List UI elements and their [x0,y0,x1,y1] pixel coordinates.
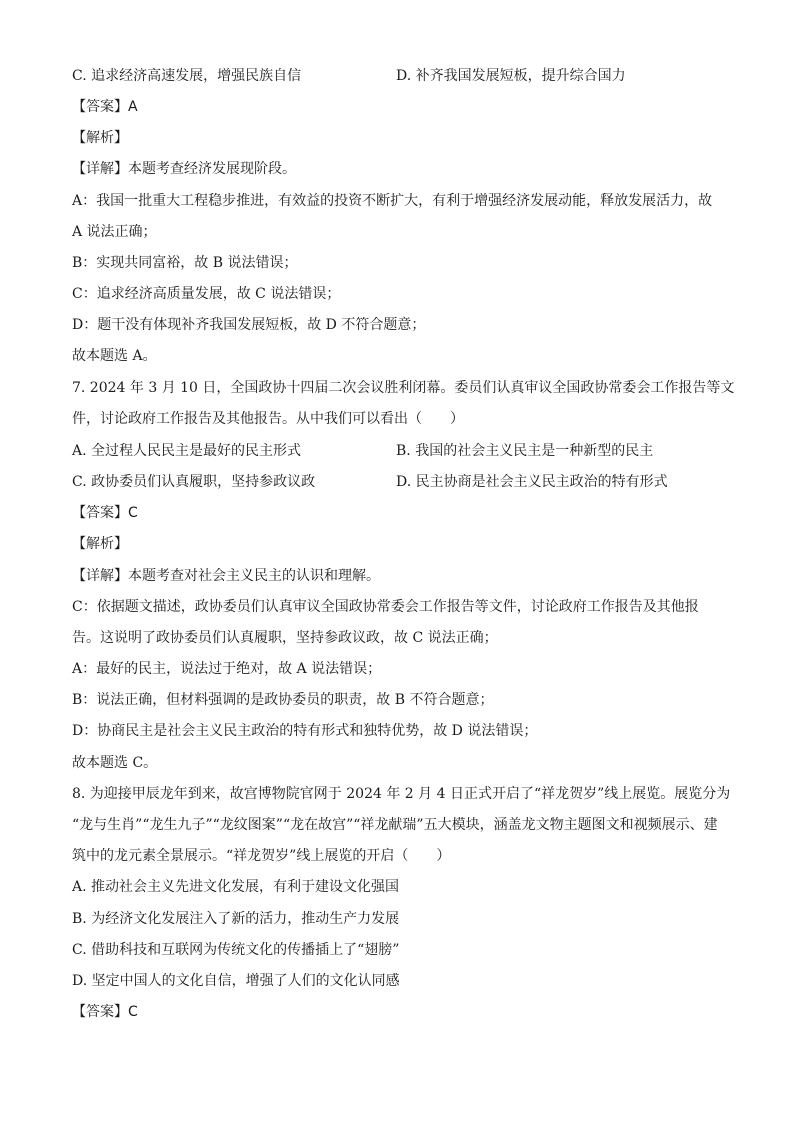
q8-answer: 【答案】C [72,1004,138,1020]
q8-stem-line: “龙与生肖”“龙生九子”“龙纹图案”“龙在故宫”“祥龙献瑞”五大模块，涵盖龙文物主题图文和视频展示、建 [72,817,718,833]
q7-analysis-line: D：协商民主是社会主义民主政治的特有形式和独特优势，故 D 说法错误； [72,723,538,739]
q6-analysis-line: D：题干没有体现补齐我国发展短板，故 D 不符合题意； [72,317,426,333]
q7-stem-line: 件，讨论政府工作报告及其他报告。从中我们可以看出（ ） [72,411,464,427]
q7-conclusion: 故本题选 C。 [72,755,158,771]
q8-option-b: B. 为经济文化发展注入了新的活力，推动生产力发展 [72,911,400,927]
q7-detail: 【详解】本题考查对社会主义民主的认识和理解。 [72,568,380,584]
q6-analysis-line: A 说法正确； [72,224,157,240]
q6-option-d: D. 补齐我国发展短板，提升综合国力 [396,68,626,84]
q6-analysis-label: 【解析】 [72,130,128,146]
q6-option-c: C. 追求经济高速发展，增强民族自信 [72,68,302,84]
q6-analysis-line: A：我国一批重大工程稳步推进，有效益的投资不断扩大，有利于增强经济发展动能，释放发展活力，故 [72,193,713,209]
q7-answer: 【答案】C [72,505,138,521]
q6-detail: 【详解】本题考查经济发展现阶段。 [72,161,296,177]
q7-option-b: B. 我国的社会主义民主是一种新型的民主 [396,443,654,459]
q7-option-c: C. 政协委员们认真履职，坚持参政议政 [72,474,316,490]
q8-option-c: C. 借助科技和互联网为传统文化的传播插上了“翅膀” [72,942,400,958]
q7-analysis-label: 【解析】 [72,536,128,552]
q8-option-d: D. 坚定中国人的文化自信，增强了人们的文化认同感 [72,973,400,989]
q7-option-d: D. 民主协商是社会主义民主政治的特有形式 [396,474,668,490]
q8-stem-line: 筑中的龙元素全景展示。“祥龙贺岁”线上展览的开启（ ） [72,848,451,864]
q6-analysis-line: B：实现共同富裕，故 B 说法错误； [72,255,298,271]
q7-analysis-line: B：说法正确，但材料强调的是政协委员的职责，故 B 不符合题意； [72,692,494,708]
q7-analysis-line: A：最好的民主，说法过于绝对，故 A 说法错误； [72,661,382,677]
q7-stem-line: 7. 2024 年 3 月 10 日，全国政协十四届二次会议胜利闭幕。委员们认真审议全国政协常委会工作报告等文 [72,380,735,396]
q7-analysis-line: C：依据题文描述，政协委员们认真审议全国政协常委会工作报告等文件，讨论政府工作报告及其他报 [72,599,699,615]
q8-option-a: A. 推动社会主义先进文化发展，有利于建设文化强国 [72,879,400,895]
q6-answer: 【答案】A [72,99,138,115]
q6-conclusion: 故本题选 A。 [72,348,157,364]
q7-option-a: A. 全过程人民民主是最好的民主形式 [72,443,302,459]
q6-analysis-line: C：追求经济高质量发展，故 C 说法错误； [72,286,341,302]
q7-analysis-line: 告。这说明了政协委员们认真履职，坚持参政议政，故 C 说法正确； [72,630,498,646]
q8-stem-line: 8. 为迎接甲辰龙年到来，故宫博物院官网于 2024 年 2 月 4 日正式开启了“祥龙贺岁”线上展览。展览分为 [72,786,731,802]
